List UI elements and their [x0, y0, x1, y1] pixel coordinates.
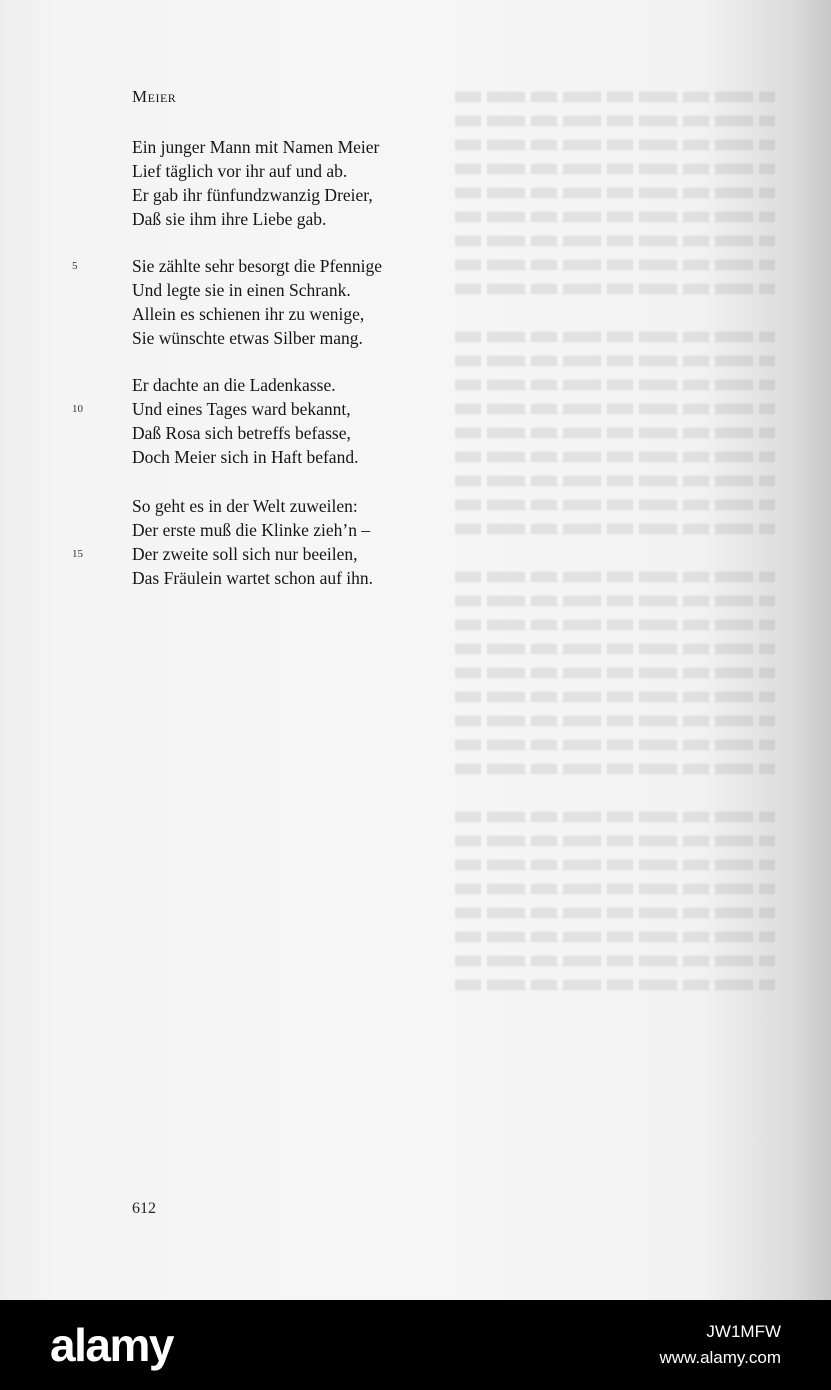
poem-line: Der erste muß die Klinke zieh’n –: [132, 520, 371, 540]
line-number: 10: [72, 403, 83, 415]
image-id: JW1MFW: [706, 1322, 781, 1341]
line-number: 5: [72, 260, 78, 272]
stanza-3: [132, 373, 358, 469]
poem-line: Sie wünschte etwas Silber mang.: [132, 328, 363, 348]
poem-line: Er gab ihr fünfundzwanzig Dreier,: [132, 185, 373, 205]
poem-line: Daß Rosa sich betreffs befasse,: [132, 423, 351, 443]
poem-title: Meier: [132, 87, 177, 106]
poem-line: Und eines Tages ward bekannt,: [132, 399, 351, 419]
poem-line: Und legte sie in einen Schrank.: [132, 280, 351, 300]
poem-line: Der zweite soll sich nur beeilen,: [132, 544, 358, 564]
poem-line: Er dachte an die Ladenkasse.: [132, 375, 336, 395]
poem-line: Ein junger Mann mit Namen Meier: [132, 137, 380, 157]
alamy-logo: alamy: [50, 1319, 173, 1371]
poem-line: Sie zählte sehr besorgt die Pfennige: [132, 256, 382, 276]
poem-line: Daß sie ihm ihre Liebe gab.: [132, 209, 327, 229]
poem-line: Doch Meier sich in Haft befand.: [132, 447, 359, 467]
poem-line: Das Fräulein wartet schon auf ihn.: [132, 568, 374, 588]
line-number: 15: [72, 548, 83, 560]
poem-line: So geht es in der Welt zuweilen:: [132, 496, 358, 516]
poem-line: Allein es schienen ihr zu wenige,: [132, 304, 365, 324]
site-url: www.alamy.com: [659, 1348, 781, 1367]
stanza-1: [132, 135, 379, 231]
bleed-through-text: [455, 85, 775, 985]
stanza-2: [132, 254, 382, 350]
page-number: 612: [132, 1200, 156, 1217]
poem-line: Lief täglich vor ihr auf und ab.: [132, 161, 348, 181]
stanza-4: [132, 494, 373, 590]
